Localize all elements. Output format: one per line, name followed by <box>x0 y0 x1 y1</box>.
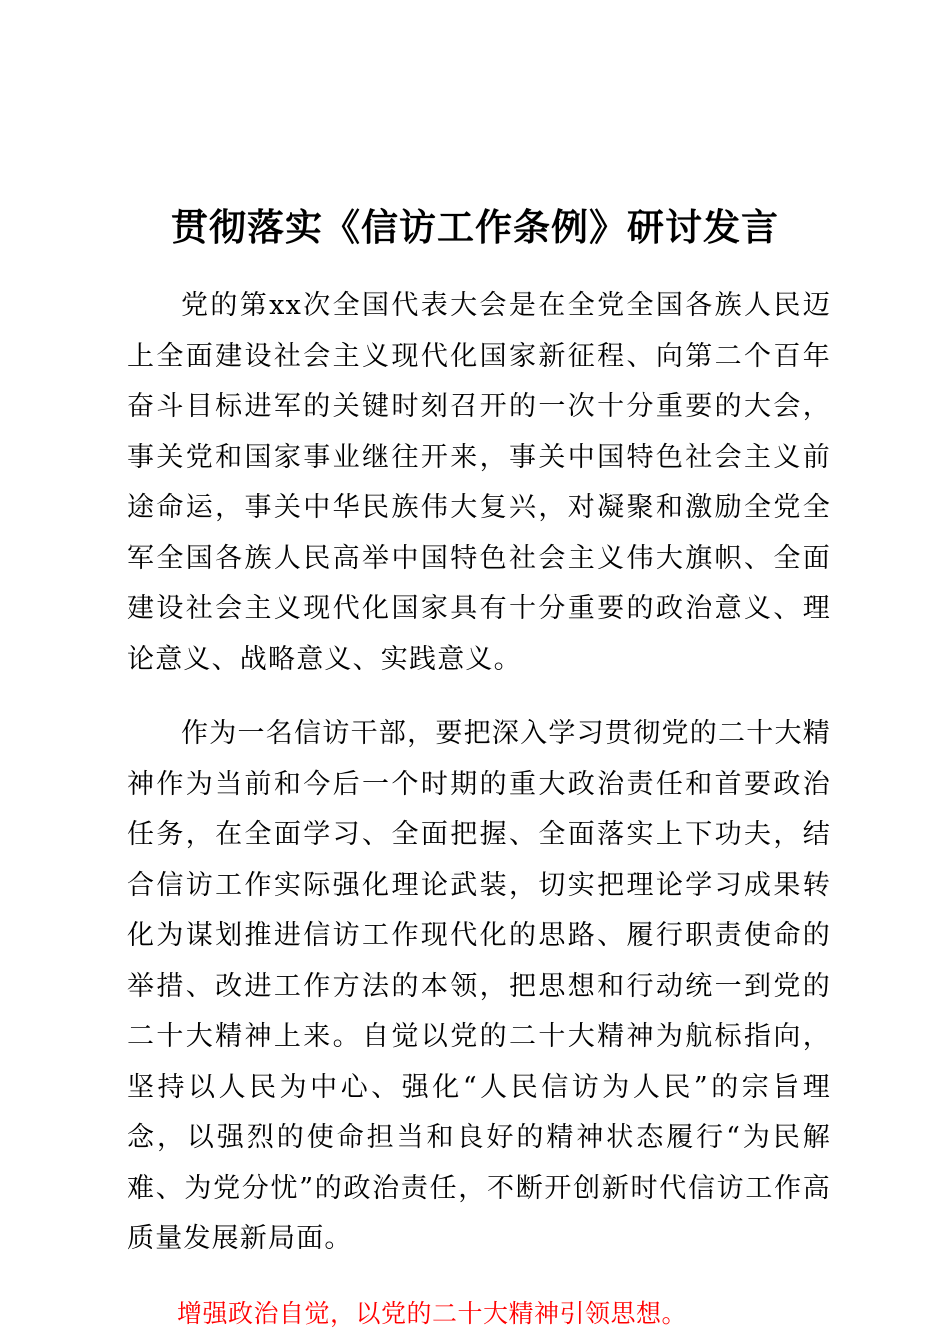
body-paragraph-1: 党的第xx次全国代表大会是在全党全国各族人民迈上全面建设社会主义现代化国家新征程、向第二个百年奋斗目标进军的关键时刻召开的一次十分重要的大会，事关党和国家事业继往开来，事关中国特色社会主义前途命运，事关中华民族伟大复兴，对凝聚和激励全党全军全国各族人民高举中国特色社会主义伟大旗帜、全面建设社会主义现代化国家具有十分重要的政治意义、理论意义、战略意义、实践意义。 <box>127 290 831 675</box>
document-body <box>127 281 831 1339</box>
body-paragraph-2: 作为一名信访干部，要把深入学习贯彻党的二十大精神作为当前和今后一个时期的重大政治责任和首要政治任务，在全面学习、全面把握、全面落实上下功夫，结合信访工作实际强化理论武装，切实把理论学习成果转化为谋划推进信访工作现代化的思路、履行职责使命的举措、改进工作方法的本领，把思想和行动统一到党的二十大精神上来。自觉以党的二十大精神为航标指向，坚持以人民为中心、强化“人民信访为人民”的宗旨理念，以强烈的使命担当和良好的精神状态履行“为民解难、为党分忧”的政治责任，不断开创新时代信访工作高质量发展新局面。 <box>127 718 831 1254</box>
section-heading: 增强政治自觉，以党的二十大精神引领思想。 <box>177 1298 688 1328</box>
document-title: 贯彻落实《信访工作条例》研讨发言 <box>171 205 779 249</box>
